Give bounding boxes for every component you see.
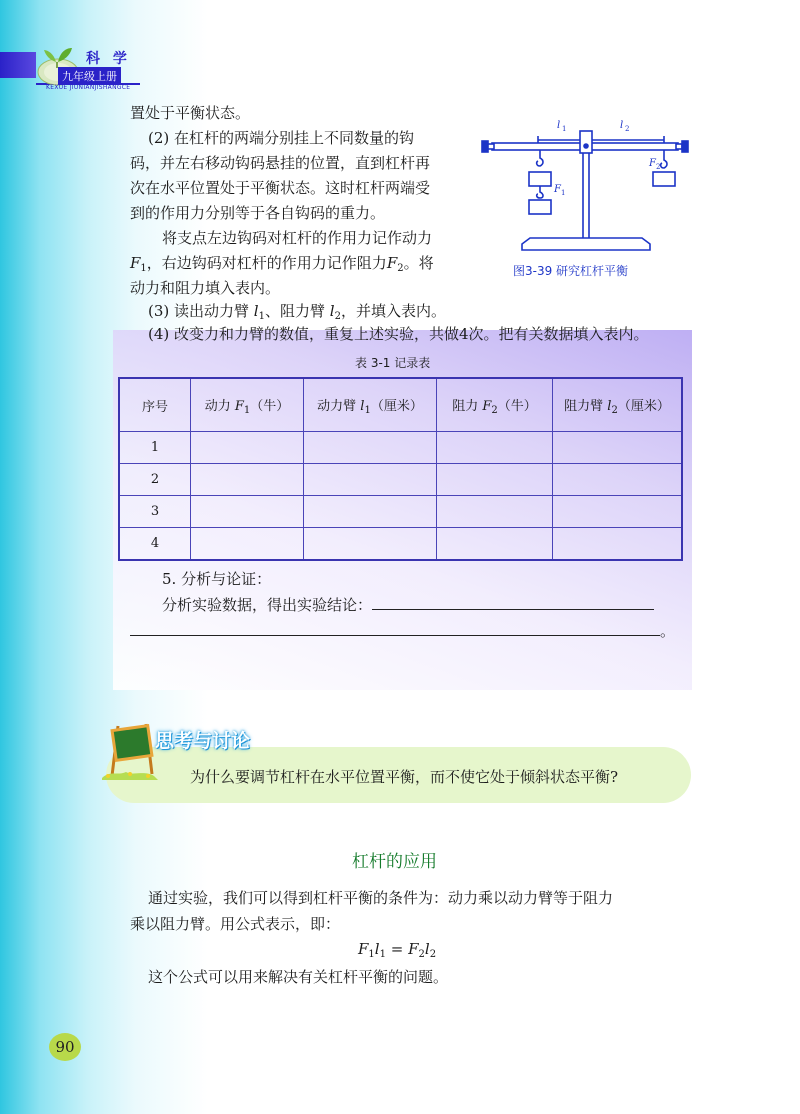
header-arm-2: 阻力臂 $l_2$（厘米） — [553, 378, 683, 432]
table-cell[interactable] — [437, 432, 553, 464]
body-line: 通过实验，我们可以得到杠杆平衡的条件为：动力乘以动力臂等于阻力 — [148, 889, 614, 907]
body-line: (2) 在杠杆的两端分别挂上不同数量的钩 — [148, 129, 415, 147]
table-cell[interactable] — [191, 496, 304, 528]
table-cell[interactable] — [553, 432, 683, 464]
pinyin-label: KEXUE JIUNIANJISHANGCE — [46, 84, 131, 91]
body-line: 次在水平位置处于平衡状态。这时杠杆两端受 — [130, 179, 431, 197]
header-band — [0, 52, 36, 78]
table-cell[interactable] — [437, 528, 553, 561]
label-l2: l — [620, 120, 624, 131]
think-question: 为什么要调节杠杆在水平位置平衡，而不使它处于倾斜状态平衡? — [190, 768, 619, 786]
think-title: 思考与讨论 — [155, 730, 251, 752]
table-cell[interactable] — [553, 528, 683, 561]
body-line: 将支点左边钩码对杠杆的作用力记作动力 — [162, 229, 433, 247]
conclusion-blank-2[interactable] — [130, 635, 660, 636]
table-row — [119, 464, 682, 496]
table-cell[interactable] — [304, 528, 437, 561]
table-cell[interactable] — [191, 528, 304, 561]
svg-text:1: 1 — [561, 189, 566, 197]
section-title: 杠杆的应用 — [352, 852, 437, 872]
label-F2: F — [649, 158, 656, 169]
table-title: 表 3-1 记录表 — [355, 356, 431, 370]
body-line: 乘以阻力臂。用公式表示，即： — [130, 915, 341, 933]
row-index: 4 — [119, 528, 191, 561]
table-cell[interactable] — [191, 464, 304, 496]
table-cell[interactable] — [304, 496, 437, 528]
table-cell[interactable] — [553, 496, 683, 528]
grade-label: 九年级上册 — [58, 67, 121, 85]
lever-apparatus-figure — [478, 114, 690, 262]
body-line: 码，并左右移动钩码悬挂的位置，直到杠杆再 — [130, 154, 431, 172]
table-cell[interactable] — [437, 496, 553, 528]
svg-text:2: 2 — [625, 125, 630, 133]
table-row — [119, 432, 682, 464]
figure-caption: 图3-39 研究杠杆平衡 — [513, 264, 629, 278]
label-F1: F — [554, 184, 561, 195]
body-line: 到的作用力分别等于各自钩码的重力。 — [130, 204, 386, 222]
svg-text:2: 2 — [656, 163, 661, 171]
table-cell[interactable] — [437, 464, 553, 496]
header-index: 序号 — [119, 378, 191, 432]
table-row — [119, 496, 682, 528]
row-index: 2 — [119, 464, 191, 496]
table-row — [119, 528, 682, 561]
header-force-1: 动力 $F_1$（牛） — [191, 378, 304, 432]
subject-title: 科 学 — [86, 51, 131, 67]
label-l1: l — [557, 120, 561, 131]
body-line: 这个公式可以用来解决有关杠杆平衡的问题。 — [148, 968, 449, 986]
analysis-line-2: 。 — [130, 619, 675, 644]
body-line: 动力和阻力填入表内。 — [130, 279, 281, 297]
analysis-prompt: 分析实验数据，得出实验结论： — [162, 593, 654, 618]
conclusion-blank-1[interactable] — [372, 609, 654, 610]
body-line: (3) 读出动力臂 $l_1$、阻力臂 $l_2$，并填入表内。 — [148, 302, 446, 322]
row-index: 3 — [119, 496, 191, 528]
header-force-2: 阻力 $F_2$（牛） — [437, 378, 553, 432]
row-index: 1 — [119, 432, 191, 464]
body-line: (4) 改变力和力臂的数值，重复上述实验，共做4次。把有关数据填入表内。 — [148, 325, 649, 343]
page-number: 90 — [49, 1033, 81, 1061]
table-cell[interactable] — [304, 432, 437, 464]
record-table — [118, 377, 683, 561]
header-arm-1: 动力臂 $l_1$（厘米） — [304, 378, 437, 432]
table-header-row — [119, 378, 682, 432]
body-line: 置处于平衡状态。 — [130, 104, 251, 122]
table-cell[interactable] — [553, 464, 683, 496]
analysis-heading: 5. 分析与论证： — [162, 570, 272, 588]
svg-text:1: 1 — [562, 125, 567, 133]
table-cell[interactable] — [191, 432, 304, 464]
formula: $F_1l_1 = F_2l_2$ — [358, 940, 437, 960]
table-cell[interactable] — [304, 464, 437, 496]
body-line: $F_1$，右边钩码对杠杆的作用力记作阻力$F_2$。将 — [130, 254, 434, 274]
